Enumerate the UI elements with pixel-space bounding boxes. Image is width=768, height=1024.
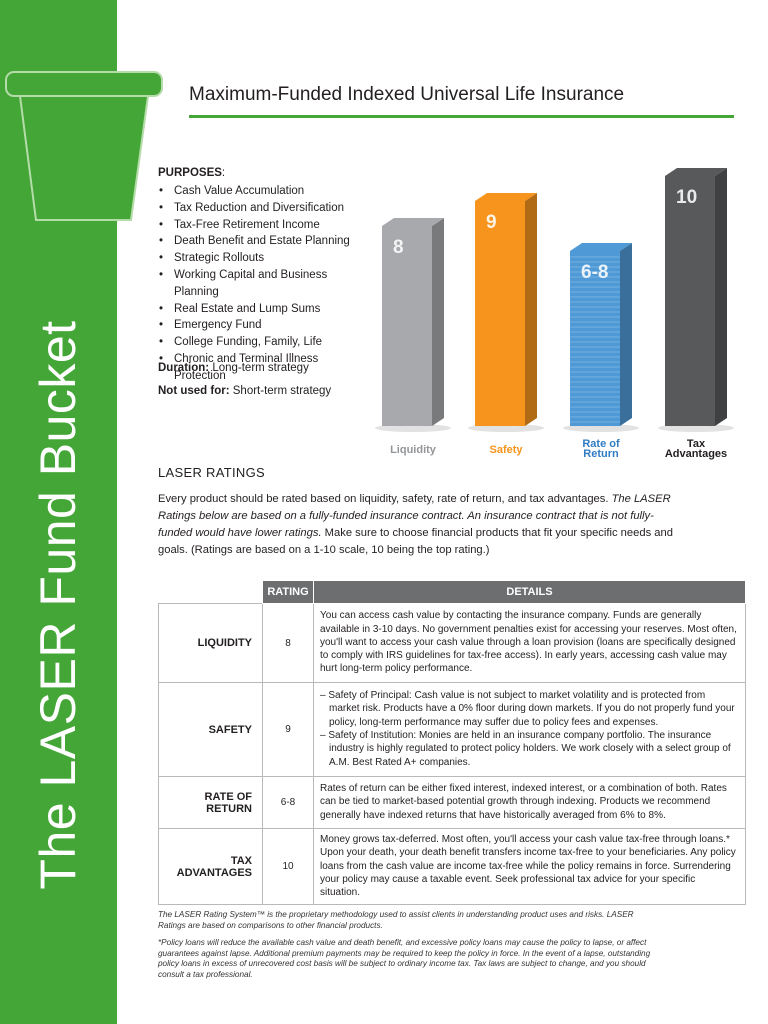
laser-ratings-intro <box>158 491 680 559</box>
row-details <box>314 604 746 683</box>
bar-category-label: Advantages <box>664 448 728 460</box>
row-name: LIQUIDITY <box>159 604 263 683</box>
list-item: • Death Benefit and Estate Planning <box>158 233 373 250</box>
duration-label: Duration: <box>158 362 210 374</box>
table-row <box>159 683 746 777</box>
bar-value-label: 8 <box>393 237 404 258</box>
purposes-label: PURPOSES <box>158 167 222 179</box>
row-rating: 8 <box>263 604 314 683</box>
bar-category-label: Safety <box>489 444 523 456</box>
footnote-laser-system: The LASER Rating System™ is the proprietary methodology used to assist clients in understanding product uses and risks. LASER Ratings are based on comparisons to other financial products. <box>158 910 634 930</box>
row-rating: 6-8 <box>263 777 314 829</box>
table-row <box>159 829 746 905</box>
bar-front <box>665 176 715 426</box>
row-rating: 9 <box>263 683 314 777</box>
row-rating: 10 <box>263 829 314 905</box>
footnote-policy-loans: *Policy loans will reduce the available cash value and death benefit, and excessive policy loans may cause the policy to lapse, or affect guarantees against lapse. Additional premium payments may be required to keep the policy in force. In the event of a lapse, outstanding policy loans in excess of unrecovered cost basis will be subject to ordinary income tax. Tax laws are subject to change, and you should consult a tax professional. <box>158 938 651 979</box>
bar-side <box>620 243 632 426</box>
list-item: • Tax Reduction and Diversification <box>158 200 373 217</box>
sidebar-title: The LASER Fund Bucket <box>30 320 86 890</box>
detail-text: You can access cash value by contacting the insurance company. Funds are generally available in 3-10 days. No government penalties exist for accessing your reserves. Most often, you'll want to access your cash value through a loan provision (loans are specifically designed to comply with IRS guidelines for tax-free access). In early years, accessing cash value may hurt long-term policy performance. <box>320 610 737 675</box>
laser-ratings-heading: LASER RATINGS <box>158 465 265 480</box>
list-item: • Emergency Fund <box>158 317 373 334</box>
intro-text-1: Every product should be rated based on liquidity, safety, rate of return, and tax advantages. <box>158 493 612 505</box>
detail-text: Rates of return can be either fixed interest, indexed interest, or a combination of both. Rates can be tied to market-based potential growth through indexing. Products we recommend generally have indexed returns that have historically averaged from 6% to 8%. <box>320 783 727 821</box>
header-blank <box>159 581 263 604</box>
sidebar <box>0 0 117 1024</box>
bar-category-label: Rate of <box>582 438 620 450</box>
list-item: • College Funding, Family, Life <box>158 334 373 351</box>
list-item: • Chronic and Terminal Illness Protection <box>158 351 373 385</box>
bar-side <box>525 193 537 426</box>
bar-value-label: 6-8 <box>581 262 609 283</box>
bar-front <box>475 201 525 426</box>
row-name-line: RETURN <box>206 802 252 815</box>
intro-text-2: The LASER Ratings below are based on a fully-funded insurance contract. An insurance contract that is not fully-funded would have lower ratings. <box>158 493 671 539</box>
row-details <box>314 829 746 905</box>
row-name: SAFETY <box>159 683 263 777</box>
purposes-list <box>158 183 373 385</box>
row-name <box>159 829 263 905</box>
not-used-value: Short-term strategy <box>232 385 332 397</box>
not-used-label: Not used for: <box>158 385 230 397</box>
bar-value-label: 10 <box>676 187 698 208</box>
list-item: • Real Estate and Lump Sums <box>158 301 373 318</box>
bar-category-label: Tax <box>686 438 706 450</box>
row-details <box>314 777 746 829</box>
bar-side <box>432 218 444 426</box>
row-details <box>314 683 746 777</box>
list-item: • Cash Value Accumulation <box>158 183 373 200</box>
bar-side <box>715 168 727 426</box>
list-item: • Strategic Rollouts <box>158 250 373 267</box>
table-row <box>159 604 746 683</box>
row-name-line: ADVANTAGES <box>176 866 252 879</box>
row-name <box>159 777 263 829</box>
laser-ratings-bar-chart <box>372 164 752 464</box>
purposes-section: PURPOSES: • Cash Value Accumulation • Tax Reduction and Diversification • Tax-Free Retirement Income • Death Benefit and Estate Planning • Strategic Rollouts • Working Capital and Business Planning • Real Estate and Lump Sums • Emergency Fund • College Funding, Family, Life • Chronic and Terminal Illness Protection <box>158 167 373 385</box>
not-used-for <box>158 385 331 397</box>
bar-category-label: Return <box>583 448 619 460</box>
detail-text: – Safety of Institution: Monies are held in an insurance company portfolio. The insurance industry is highly regulated to protect policy holders. We work closely with a select group of A.M. Best Rated A+ companies. <box>320 730 731 768</box>
bar-category-label: Liquidity <box>390 444 436 456</box>
bucket-icon <box>0 68 175 228</box>
list-item: • Tax-Free Retirement Income <box>158 217 373 234</box>
page-title: Maximum-Funded Indexed Universal Life Insurance <box>189 84 625 105</box>
table-row <box>159 777 746 829</box>
title-divider <box>189 115 734 118</box>
ratings-table <box>158 580 746 905</box>
duration <box>158 362 309 374</box>
row-name-line: RATE OF <box>204 790 252 803</box>
detail-text: – Safety of Principal: Cash value is not subject to market volatility and is protected from market risk. Products have a 0% floor during down markets. If you do not properly fund your policy, long-term performance may suffer due to policy fees and expenses. <box>320 690 735 728</box>
duration-value: Long-term strategy <box>212 362 309 374</box>
bar-front <box>382 226 432 426</box>
header-rating: RATING <box>263 581 314 604</box>
header-details: DETAILS <box>314 581 746 604</box>
intro-text-3: Make sure to choose financial products that fit your specific needs and goals. (Ratings are based on a 1-10 scale, 10 being the top rating.) <box>158 527 673 556</box>
detail-text: Money grows tax-deferred. Most often, you'll access your cash value tax-free through loans.* Upon your death, your death benefit transfers income tax-free to your beneficiaries. Any policy loans from the cash value are income tax-free while the policy remains in force. Surrendering your policy may cause a taxable event. Seek professional tax advice for your specific situation. <box>320 834 736 899</box>
list-item: • Working Capital and Business Planning <box>158 267 373 301</box>
table-header-row <box>159 581 746 604</box>
bar-value-label: 9 <box>486 212 497 233</box>
row-name-line: TAX <box>230 854 252 867</box>
